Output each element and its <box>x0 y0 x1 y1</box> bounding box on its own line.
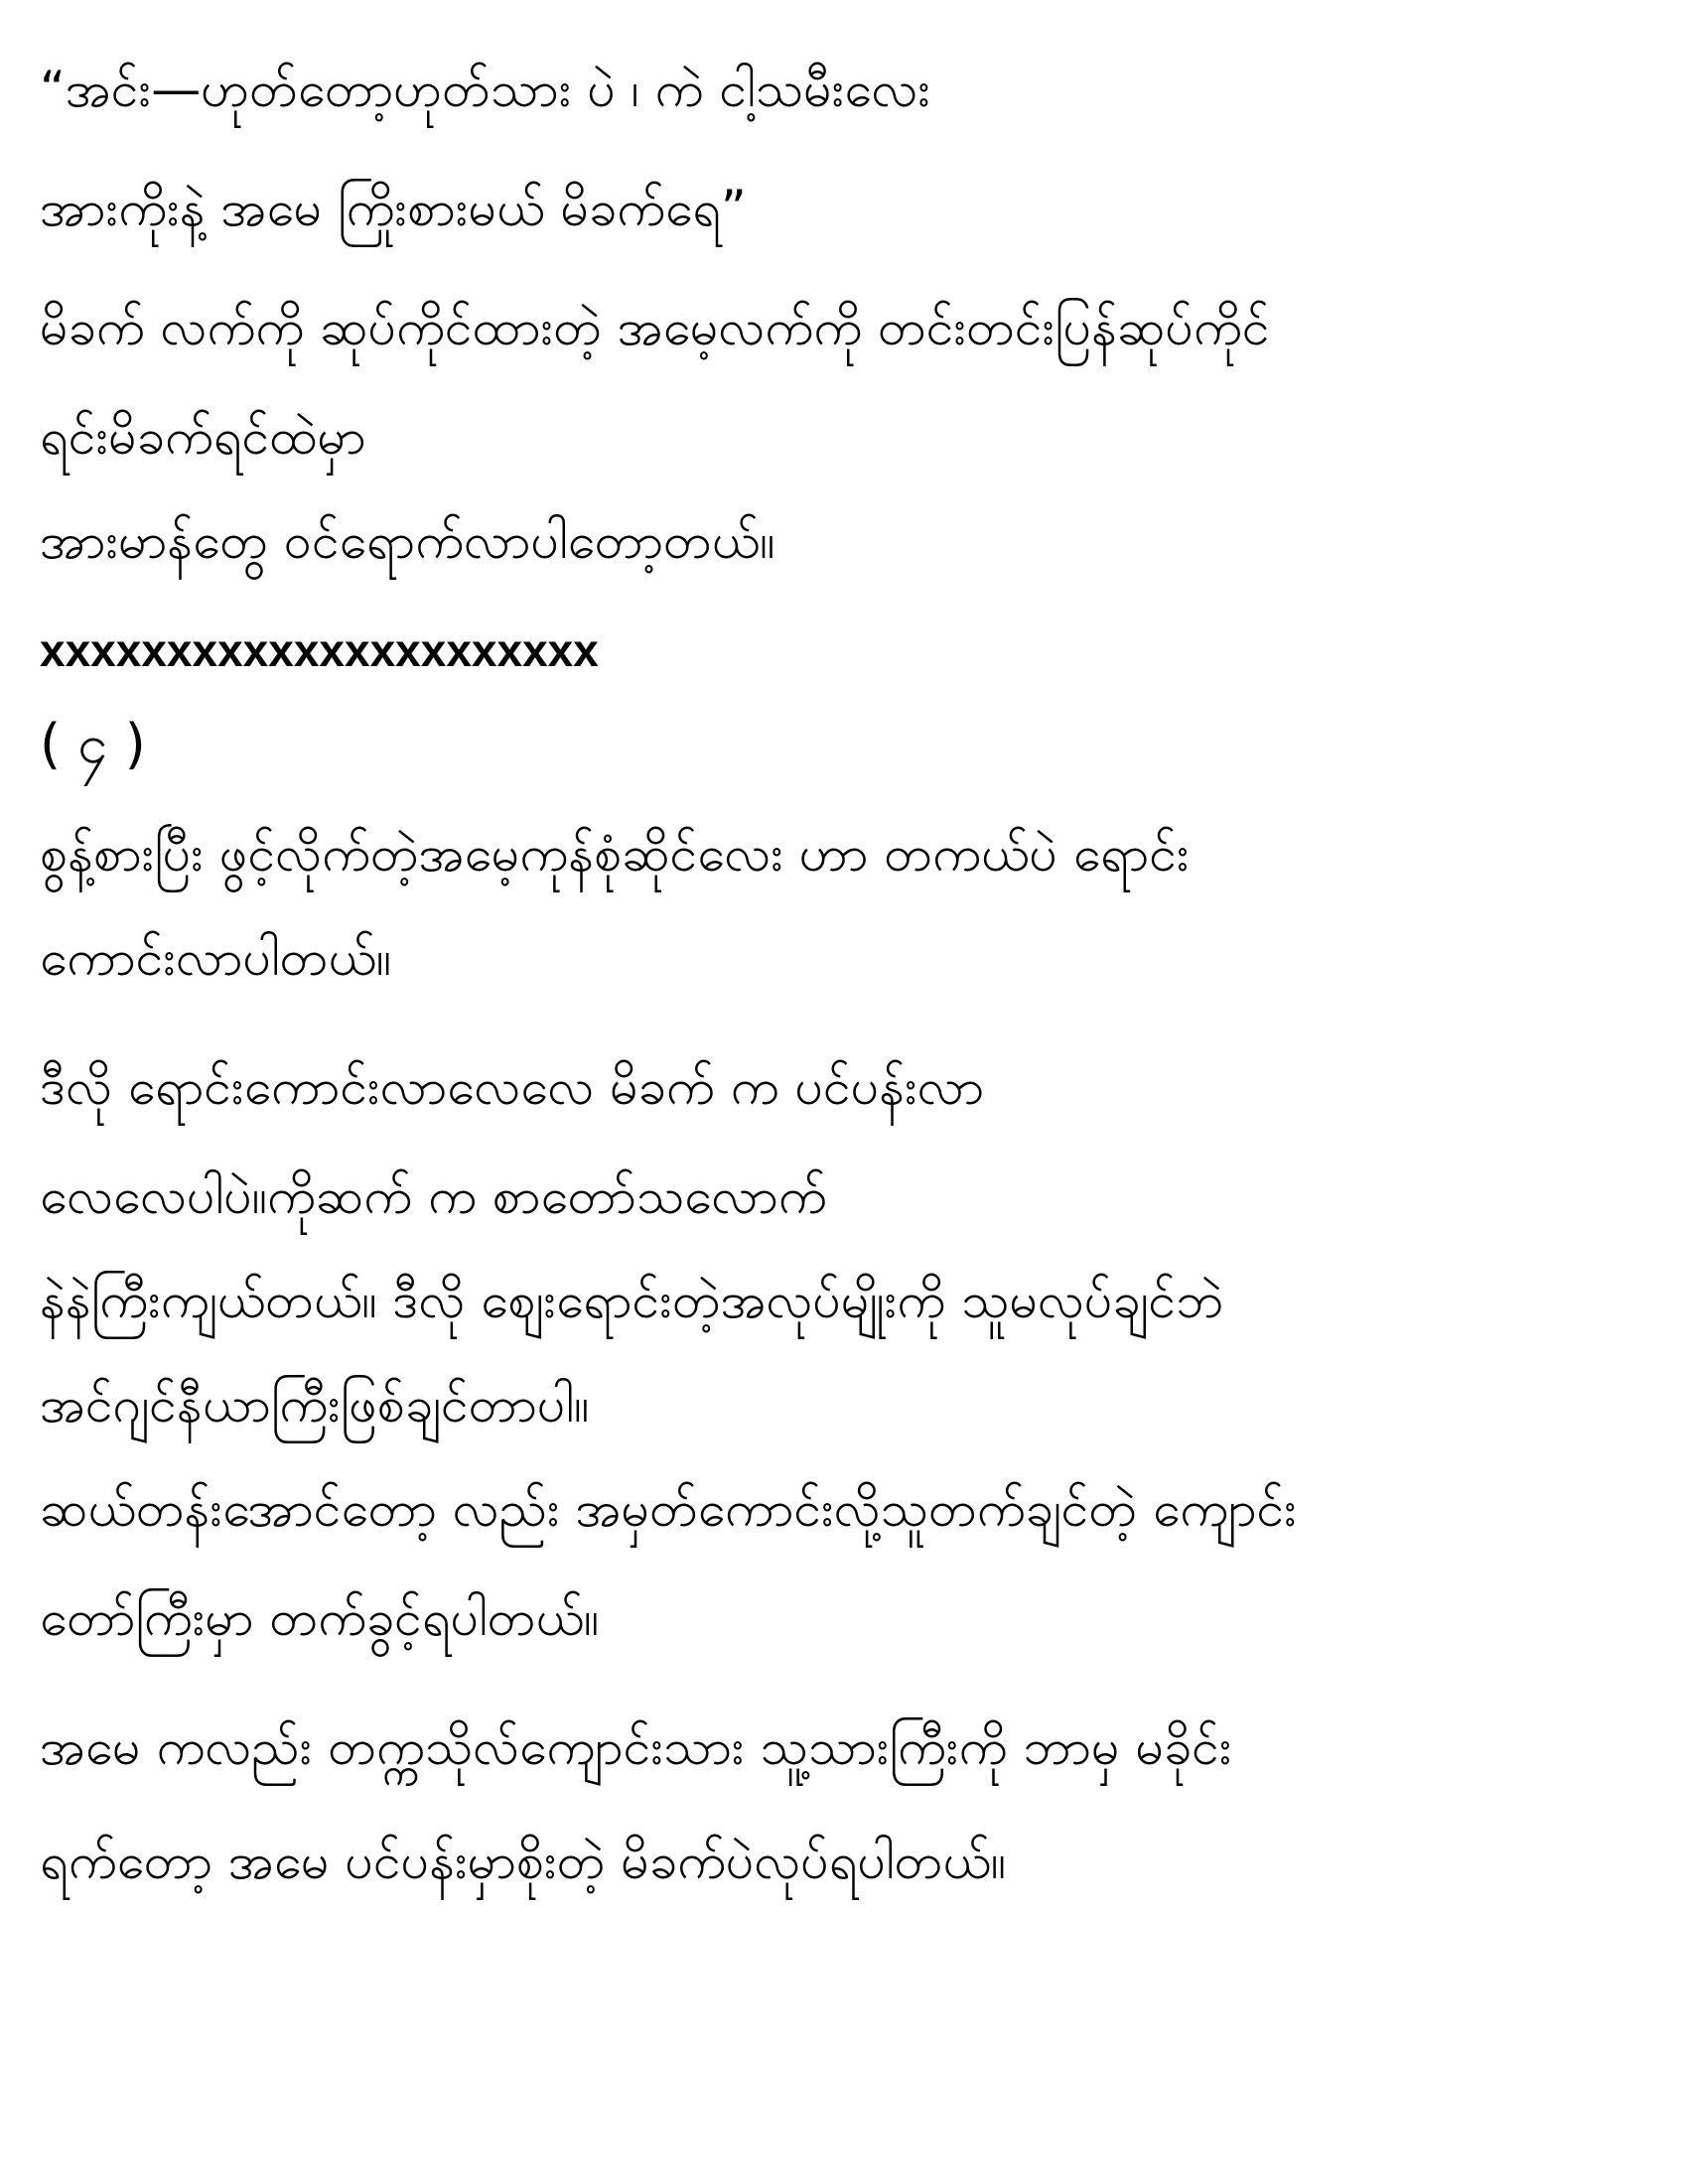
paragraph-3-line-1: စွန့်စားပြီး ဖွင့်လိုက်တဲ့အမေ့ကုန်စုံဆိုင်လေး ဟာ တကယ်ပဲ ရောင်း <box>40 825 1190 883</box>
paragraph-2-line-2: ရင်းမိခက်ရင်ထဲမှာ <box>40 408 366 466</box>
paragraph-4-line-3: နဲနဲကြီးကျယ်တယ်။ ဒီလို စျေးရောင်းတဲ့အလုပ်မျိုးကို သူမလုပ်ချင်ဘဲ <box>40 1272 1224 1329</box>
paragraph-4-line-2: လေလေပါပဲ။ကိုဆက် က စာတော်သလောက် <box>40 1167 827 1225</box>
section-number: ( ၄ ) <box>40 713 146 775</box>
paragraph-4-line-5: ဆယ်တန်းအောင်တော့ လည်း အမှတ်ကောင်းလို့သူတက်ချင်တဲ့ ကျောင်း <box>40 1480 1297 1538</box>
paragraph-1-line-1: “အင်း—ဟုတ်တော့ဟုတ်သား ပဲ ၊ ကဲ ငါ့သမီးလေး <box>40 61 931 118</box>
paragraph-4-line-6: တော်ကြီးမှာ တက်ခွင့်ရပါတယ်။ <box>40 1589 600 1647</box>
paragraph-3-line-2: ကောင်းလာပါတယ်။ <box>40 929 392 987</box>
paragraph-4-line-4: အင်ဂျင်နီယာကြီးဖြစ်ချင်တာပါ။ <box>40 1376 590 1433</box>
paragraph-5-line-1: အမေ ကလည်း တက္ကသိုလ်ကျောင်းသား သူ့သားကြီးကို ဘာမှ မခိုင်း <box>40 1718 1232 1776</box>
paragraph-2-line-3: အားမာန်တွေ ဝင်ရောက်လာပါတော့တယ်။ <box>40 512 775 570</box>
section-separator: xxxxxxxxxxxxxxxxxxxxxx <box>40 624 599 676</box>
paragraph-1-line-2: အားကိုးနဲ့ အမေ ကြိုးစားမယ် မိခက်ရေ” <box>40 180 747 237</box>
paragraph-2-line-1: မိခက် လက်ကို ဆုပ်ကိုင်ထားတဲ့ အမေ့လက်ကို တင်းတင်းပြန်ဆုပ်ကိုင် <box>40 299 1270 356</box>
paragraph-5-line-2: ရက်တော့ အမေ ပင်ပန်းမှာစိုးတဲ့ မိခက်ပဲလုပ်ရပါတယ်။ <box>40 1833 1007 1890</box>
paragraph-4-line-1: ဒီလို ရောင်းကောင်းလာလေလေ မိခက် က ပင်ပန်းလာ <box>40 1058 985 1116</box>
